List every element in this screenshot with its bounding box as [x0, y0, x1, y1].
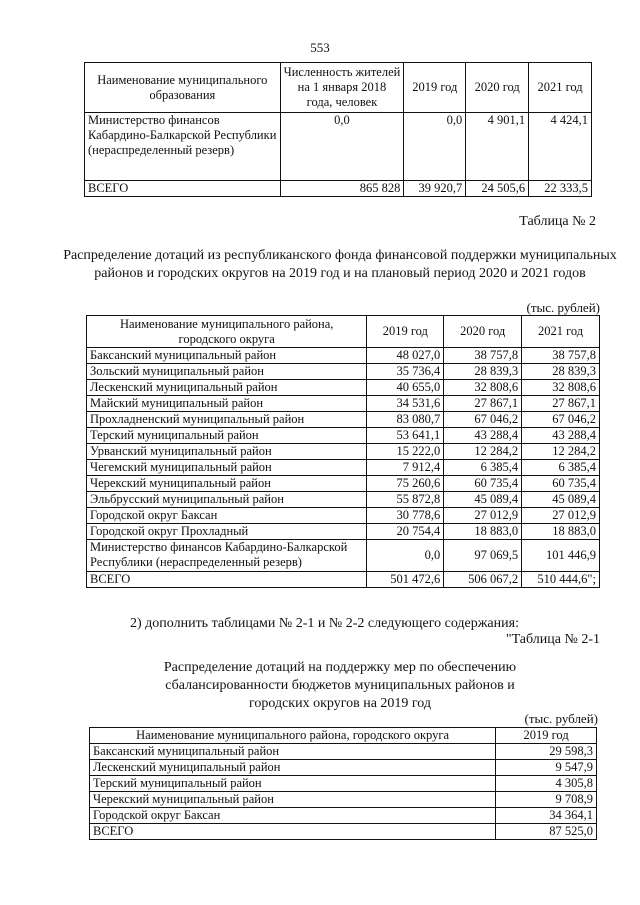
row-2021: 510 444,6"; [522, 572, 600, 588]
col-header-2020: 2020 год [466, 63, 529, 113]
row-2021: 6 385,4 [522, 460, 600, 476]
table-header-row [87, 316, 600, 348]
table-row [90, 792, 597, 808]
row-2019: 7 912,4 [367, 460, 444, 476]
row-2021: 4 424,1 [529, 113, 592, 181]
row-population: 0,0 [280, 113, 404, 181]
row-2019: 39 920,7 [404, 181, 466, 197]
row-name: Баксанский муниципальный район [90, 744, 496, 760]
row-2020: 506 067,2 [444, 572, 522, 588]
row-2019: 40 655,0 [367, 380, 444, 396]
row-2019: 4 305,8 [496, 776, 597, 792]
row-2019: 0,0 [404, 113, 466, 181]
row-2020: 18 883,0 [444, 524, 522, 540]
row-2019: 30 778,6 [367, 508, 444, 524]
row-name: ВСЕГО [85, 181, 281, 197]
row-name: Эльбрусский муниципальный район [87, 492, 367, 508]
row-2019: 35 736,4 [367, 364, 444, 380]
row-2019: 55 872,8 [367, 492, 444, 508]
row-2021: 60 735,4 [522, 476, 600, 492]
balance-subsidies-table [89, 727, 597, 840]
row-name: Лескенский муниципальный район [90, 760, 496, 776]
row-name: Черекский муниципальный район [90, 792, 496, 808]
table-header-row [90, 728, 597, 744]
col-header-2019: 2019 год [496, 728, 597, 744]
table-row [87, 476, 600, 492]
row-name: Городской округ Баксан [87, 508, 367, 524]
row-2019: 501 472,6 [367, 572, 444, 588]
subsidies-table [86, 315, 600, 588]
row-2020: 27 012,9 [444, 508, 522, 524]
row-2021: 43 288,4 [522, 428, 600, 444]
col-header-name: Наименование муниципального образования [85, 63, 281, 113]
row-name: ВСЕГО [90, 824, 496, 840]
row-2019: 9 547,9 [496, 760, 597, 776]
table-row [87, 524, 600, 540]
row-2019: 48 027,0 [367, 348, 444, 364]
row-2019: 15 222,0 [367, 444, 444, 460]
row-2020: 12 284,2 [444, 444, 522, 460]
row-2021: 28 839,3 [522, 364, 600, 380]
table-2-title: Распределение дотаций из республиканского фонда финансовой поддержки муниципальных районов и городских округов на 2019 год и на плановый период 2020 и 2021 годов [63, 248, 617, 281]
row-2019: 83 080,7 [367, 412, 444, 428]
row-name: Министерство финансов Кабардино-Балкарской Республики (нераспределенный резерв) [87, 540, 367, 572]
row-2020: 28 839,3 [444, 364, 522, 380]
row-2020: 24 505,6 [466, 181, 529, 197]
amendment-paragraph: 2) дополнить таблицами № 2-1 и № 2-2 следующего содержания: [130, 616, 519, 631]
table-row [90, 760, 597, 776]
table-row [87, 412, 600, 428]
row-name: Прохладненский муниципальный район [87, 412, 367, 428]
row-name: Зольский муниципальный район [87, 364, 367, 380]
row-name: Министерство финансов Кабардино-Балкарской Республики (нераспределенный резерв) [85, 113, 281, 181]
row-2021: 45 089,4 [522, 492, 600, 508]
row-2020: 32 808,6 [444, 380, 522, 396]
col-header-name: Наименование муниципального района, городского округа [90, 728, 496, 744]
row-2021: 67 046,2 [522, 412, 600, 428]
table-row [87, 380, 600, 396]
row-2020: 43 288,4 [444, 428, 522, 444]
table-row [87, 540, 600, 572]
row-2019: 87 525,0 [496, 824, 597, 840]
table-row-total [85, 181, 592, 197]
table-row [90, 776, 597, 792]
population-table [84, 62, 592, 197]
table-row [87, 508, 600, 524]
row-2021: 27 012,9 [522, 508, 600, 524]
table-row [87, 428, 600, 444]
page-number: 553 [310, 40, 330, 55]
row-2021: 18 883,0 [522, 524, 600, 540]
table-row [87, 492, 600, 508]
row-2019: 20 754,4 [367, 524, 444, 540]
row-2020: 6 385,4 [444, 460, 522, 476]
row-2019: 29 598,3 [496, 744, 597, 760]
row-2019: 53 641,1 [367, 428, 444, 444]
table-row [90, 824, 597, 840]
table-2-1-units: (тыс. рублей) [524, 711, 598, 726]
row-2021: 38 757,8 [522, 348, 600, 364]
row-2020: 60 735,4 [444, 476, 522, 492]
col-header-2021: 2021 год [522, 316, 600, 348]
row-2020: 38 757,8 [444, 348, 522, 364]
row-2020: 97 069,5 [444, 540, 522, 572]
row-name: Чегемский муниципальный район [87, 460, 367, 476]
table-row [87, 572, 600, 588]
row-2021: 27 867,1 [522, 396, 600, 412]
row-2019: 34 364,1 [496, 808, 597, 824]
row-2020: 67 046,2 [444, 412, 522, 428]
row-name: Терский муниципальный район [87, 428, 367, 444]
table-2-label: Таблица № 2 [519, 214, 596, 229]
table-row [90, 808, 597, 824]
col-header-population: Численность жителей на 1 января 2018 года, человек [280, 63, 404, 113]
row-name: Городской округ Баксан [90, 808, 496, 824]
col-header-2019: 2019 год [404, 63, 466, 113]
table-row [90, 744, 597, 760]
row-2020: 27 867,1 [444, 396, 522, 412]
col-header-name: Наименование муниципального района, городского округа [87, 316, 367, 348]
table-2-units: (тыс. рублей) [526, 300, 600, 315]
row-name: ВСЕГО [87, 572, 367, 588]
row-2021: 12 284,2 [522, 444, 600, 460]
row-2021: 32 808,6 [522, 380, 600, 396]
row-name: Майский муниципальный район [87, 396, 367, 412]
row-2020: 4 901,1 [466, 113, 529, 181]
row-2019: 9 708,9 [496, 792, 597, 808]
row-name: Черекский муниципальный район [87, 476, 367, 492]
row-name: Баксанский муниципальный район [87, 348, 367, 364]
table-row [87, 396, 600, 412]
table-row [87, 364, 600, 380]
table-row [85, 113, 592, 181]
row-name: Лескенский муниципальный район [87, 380, 367, 396]
table-header-row [85, 63, 592, 113]
row-2020: 45 089,4 [444, 492, 522, 508]
table-2-1-label: "Таблица № 2-1 [505, 632, 600, 647]
col-header-2020: 2020 год [444, 316, 522, 348]
col-header-2021: 2021 год [529, 63, 592, 113]
row-2021: 101 446,9 [522, 540, 600, 572]
table-row [87, 444, 600, 460]
row-2019: 0,0 [367, 540, 444, 572]
row-2021: 22 333,5 [529, 181, 592, 197]
row-2019: 34 531,6 [367, 396, 444, 412]
col-header-2019: 2019 год [367, 316, 444, 348]
row-name: Терский муниципальный район [90, 776, 496, 792]
row-name: Городской округ Прохладный [87, 524, 367, 540]
table-row [87, 348, 600, 364]
table-2-1-title: Распределение дотаций на поддержку мер по обеспечению сбалансированности бюджетов муниципальных районов и городских округов на 2019 год [163, 660, 517, 711]
row-2019: 75 260,6 [367, 476, 444, 492]
row-name: Урванский муниципальный район [87, 444, 367, 460]
row-population: 865 828 [280, 181, 404, 197]
table-row [87, 460, 600, 476]
